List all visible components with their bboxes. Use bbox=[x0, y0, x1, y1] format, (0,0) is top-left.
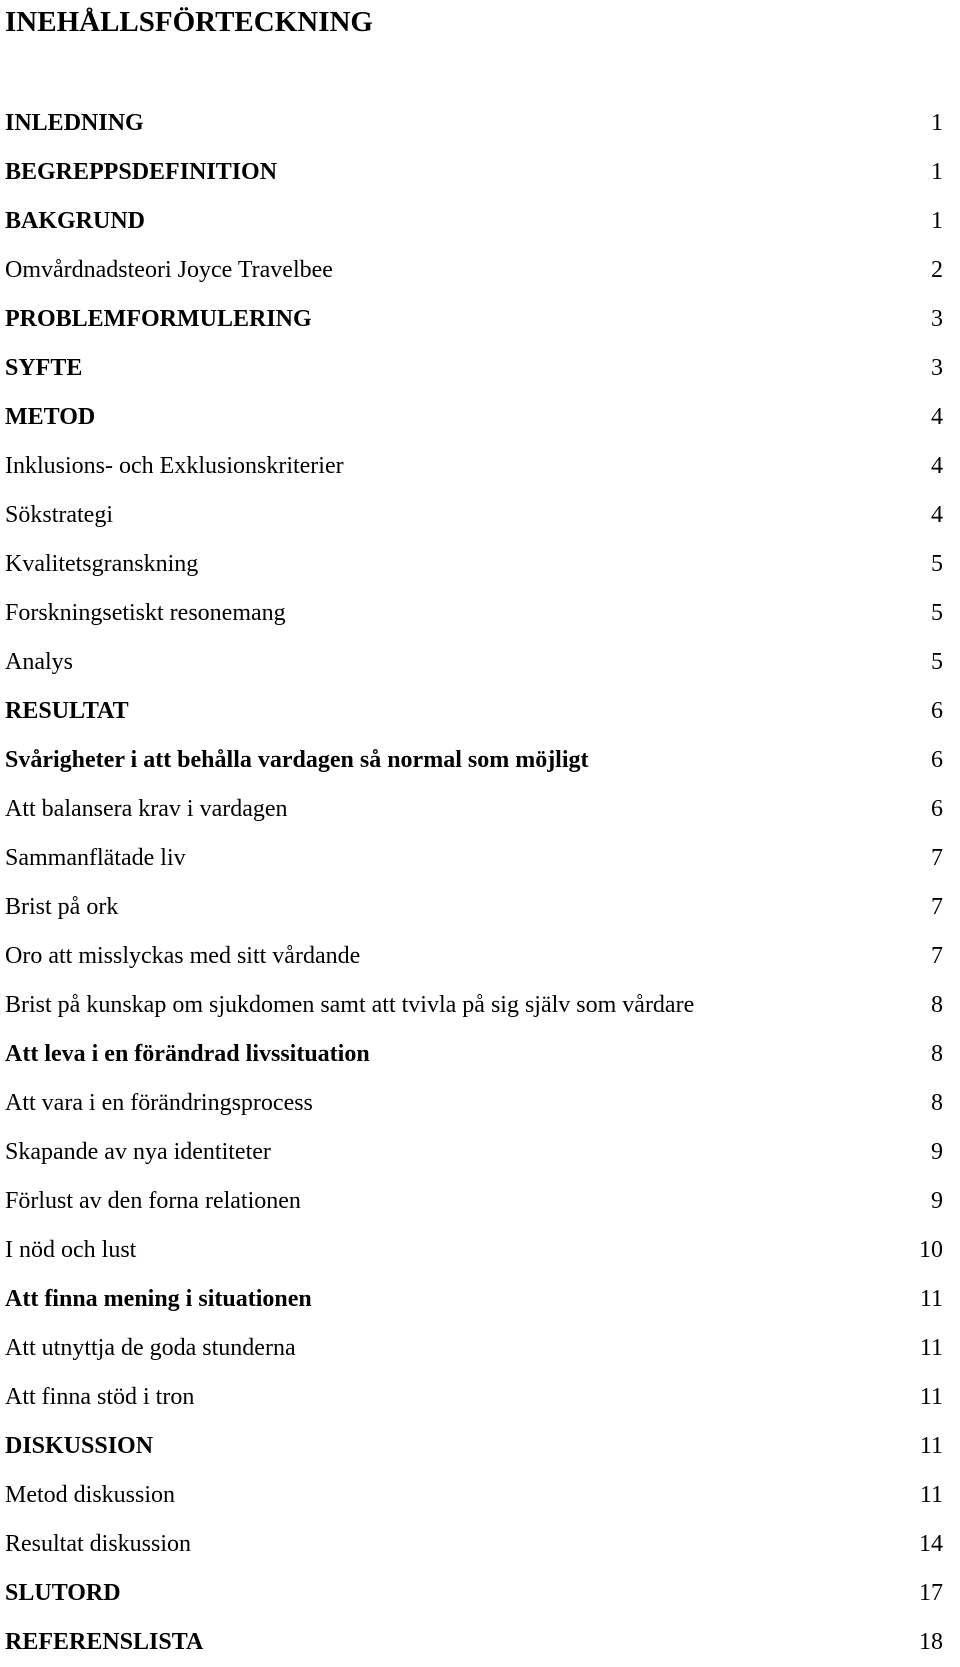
toc-entry-page-number: 1 bbox=[931, 208, 943, 234]
toc-entry bbox=[0, 981, 960, 1030]
toc-entry bbox=[0, 1079, 960, 1128]
toc-entry-page-number: 8 bbox=[931, 1041, 943, 1067]
toc-entry bbox=[0, 491, 960, 540]
toc-entry bbox=[0, 736, 960, 785]
toc-entry-label: BEGREPPSDEFINITION bbox=[5, 159, 278, 185]
toc-entry-page-number: 9 bbox=[931, 1139, 943, 1165]
toc-entry-label: Resultat diskussion bbox=[5, 1531, 192, 1557]
toc-entry-page-number: 7 bbox=[931, 845, 943, 871]
toc-entry bbox=[0, 99, 960, 148]
toc-entry-label: Att balansera krav i vardagen bbox=[5, 796, 288, 822]
toc-entry-label: Att finna stöd i tron bbox=[5, 1384, 195, 1410]
toc-entry-page-number: 2 bbox=[931, 257, 943, 283]
page-title: INEHÅLLSFÖRTECKNING bbox=[5, 6, 373, 38]
toc-entry-page-number: 11 bbox=[919, 1335, 943, 1361]
toc-entry bbox=[0, 932, 960, 981]
toc-entry-label: METOD bbox=[5, 404, 96, 430]
toc-entry-label: Brist på ork bbox=[5, 894, 119, 920]
toc-entry-label: Forskningsetiskt resonemang bbox=[5, 600, 286, 626]
toc-entry bbox=[0, 1569, 960, 1618]
toc-entry-label: Svårigheter i att behålla vardagen så normal som möjligt bbox=[5, 747, 589, 773]
toc-entry-page-number: 9 bbox=[931, 1188, 943, 1214]
toc-entry-page-number: 17 bbox=[919, 1580, 943, 1606]
toc-entry bbox=[0, 344, 960, 393]
toc-entry bbox=[0, 1275, 960, 1324]
toc-entry-label: Att leva i en förändrad livssituation bbox=[5, 1041, 370, 1067]
toc-entry-page-number: 11 bbox=[919, 1286, 943, 1312]
toc-entry-page-number: 4 bbox=[931, 453, 943, 479]
toc-entry-label: SLUTORD bbox=[5, 1580, 121, 1606]
toc-entry bbox=[0, 1520, 960, 1569]
toc-entry-label: Förlust av den forna relationen bbox=[5, 1188, 301, 1214]
toc-entry-label: Analys bbox=[5, 649, 73, 675]
toc-entry bbox=[0, 883, 960, 932]
toc-entry-label: I nöd och lust bbox=[5, 1237, 137, 1263]
toc-entry-label: Inklusions- och Exklusionskriterier bbox=[5, 453, 344, 479]
toc-entry bbox=[0, 638, 960, 687]
toc-entry-label: Sökstrategi bbox=[5, 502, 113, 528]
toc-entry-label: BAKGRUND bbox=[5, 208, 146, 234]
toc-entry-label: Omvårdnadsteori Joyce Travelbee bbox=[5, 257, 333, 283]
toc-entry-label: Brist på kunskap om sjukdomen samt att tvivla på sig själv som vårdare bbox=[5, 992, 695, 1018]
toc-entry bbox=[0, 197, 960, 246]
toc-entry-label: PROBLEMFORMULERING bbox=[5, 306, 312, 332]
toc-entry-page-number: 18 bbox=[919, 1629, 943, 1655]
toc-entry bbox=[0, 1422, 960, 1471]
toc-entry bbox=[0, 1128, 960, 1177]
table-of-contents bbox=[0, 99, 960, 1667]
toc-entry bbox=[0, 1324, 960, 1373]
toc-entry-page-number: 5 bbox=[931, 600, 943, 626]
toc-entry bbox=[0, 1226, 960, 1275]
toc-entry-page-number: 8 bbox=[931, 1090, 943, 1116]
toc-entry-page-number: 6 bbox=[931, 796, 943, 822]
toc-entry-page-number: 1 bbox=[931, 110, 943, 136]
toc-entry-page-number: 6 bbox=[931, 747, 943, 773]
toc-entry-label: Att utnyttja de goda stunderna bbox=[5, 1335, 296, 1361]
toc-entry bbox=[0, 834, 960, 883]
toc-entry-label: DISKUSSION bbox=[5, 1433, 154, 1459]
toc-entry-page-number: 4 bbox=[931, 502, 943, 528]
toc-entry bbox=[0, 1030, 960, 1079]
toc-entry bbox=[0, 785, 960, 834]
toc-entry-label: SYFTE bbox=[5, 355, 83, 381]
toc-entry-page-number: 6 bbox=[931, 698, 943, 724]
toc-entry bbox=[0, 589, 960, 638]
toc-entry bbox=[0, 393, 960, 442]
toc-entry-page-number: 10 bbox=[919, 1237, 943, 1263]
toc-entry bbox=[0, 1618, 960, 1667]
toc-entry bbox=[0, 442, 960, 491]
toc-entry-page-number: 11 bbox=[919, 1384, 943, 1410]
toc-entry-page-number: 3 bbox=[931, 355, 943, 381]
toc-entry-label: Kvalitetsgranskning bbox=[5, 551, 199, 577]
toc-entry bbox=[0, 1177, 960, 1226]
toc-entry-label: REFERENSLISTA bbox=[5, 1629, 204, 1655]
toc-entry-label: Att finna mening i situationen bbox=[5, 1286, 312, 1312]
toc-entry-label: Sammanflätade liv bbox=[5, 845, 186, 871]
toc-entry-label: Oro att misslyckas med sitt vårdande bbox=[5, 943, 361, 969]
toc-entry bbox=[0, 1471, 960, 1520]
toc-entry-page-number: 14 bbox=[919, 1531, 943, 1557]
toc-entry bbox=[0, 246, 960, 295]
toc-entry-page-number: 11 bbox=[919, 1482, 943, 1508]
toc-entry-page-number: 7 bbox=[931, 894, 943, 920]
toc-entry-label: Metod diskussion bbox=[5, 1482, 176, 1508]
toc-entry bbox=[0, 540, 960, 589]
toc-entry bbox=[0, 295, 960, 344]
toc-entry-page-number: 5 bbox=[931, 649, 943, 675]
toc-entry bbox=[0, 148, 960, 197]
toc-entry-label: Att vara i en förändringsprocess bbox=[5, 1090, 313, 1116]
toc-entry-page-number: 5 bbox=[931, 551, 943, 577]
toc-entry-label: RESULTAT bbox=[5, 698, 129, 724]
toc-entry-label: INLEDNING bbox=[5, 110, 144, 136]
toc-entry-page-number: 11 bbox=[919, 1433, 943, 1459]
toc-entry-page-number: 7 bbox=[931, 943, 943, 969]
toc-entry bbox=[0, 1373, 960, 1422]
toc-entry-page-number: 1 bbox=[931, 159, 943, 185]
toc-entry bbox=[0, 687, 960, 736]
toc-entry-label: Skapande av nya identiteter bbox=[5, 1139, 271, 1165]
toc-entry-page-number: 8 bbox=[931, 992, 943, 1018]
toc-entry-page-number: 3 bbox=[931, 306, 943, 332]
toc-entry-page-number: 4 bbox=[931, 404, 943, 430]
